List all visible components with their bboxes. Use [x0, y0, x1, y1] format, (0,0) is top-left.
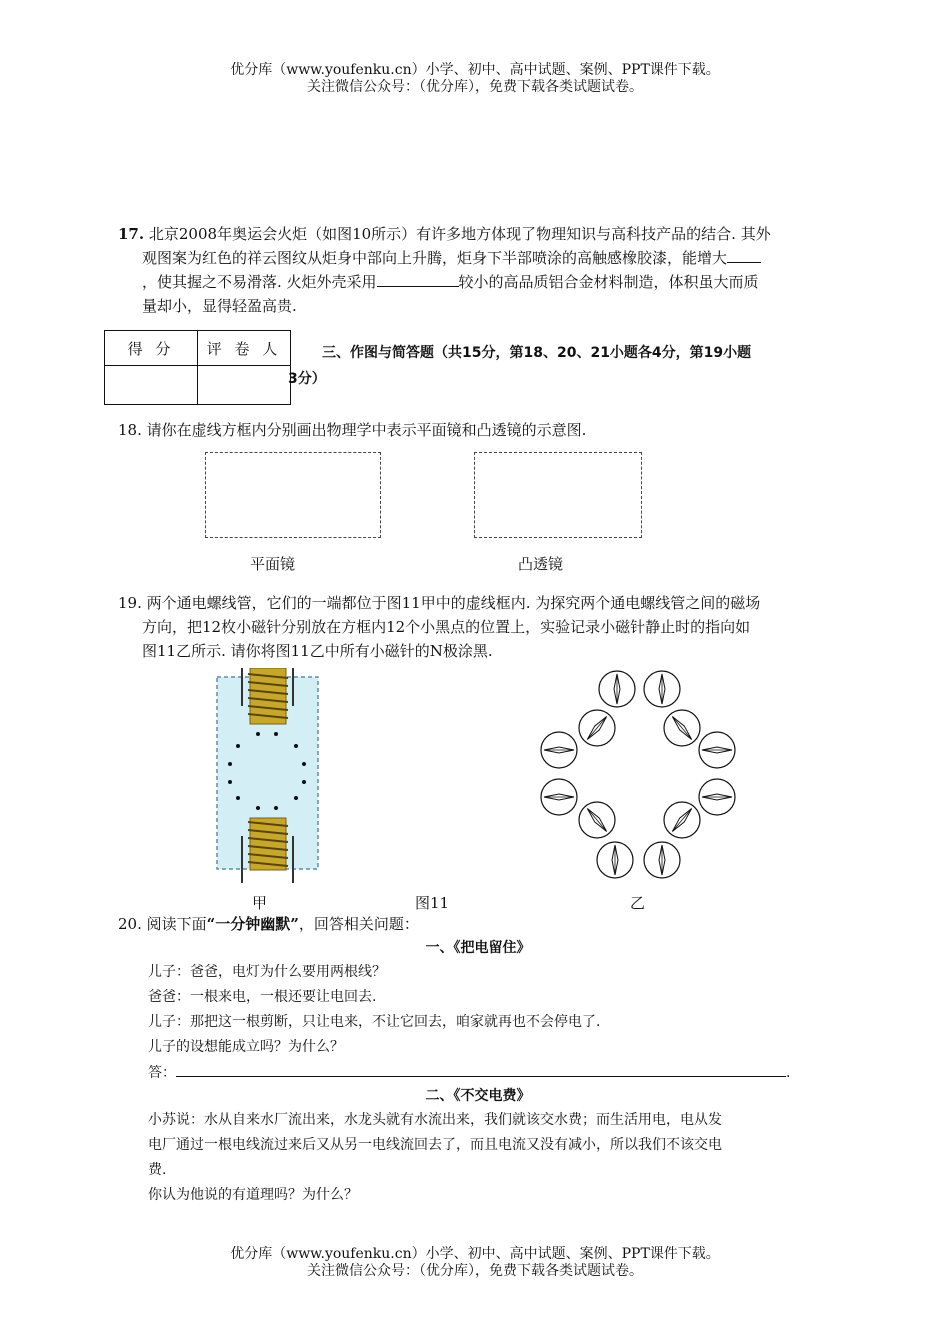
- q17-line-3b: 较小的高品质铝合金材料制造，体积虽大而质: [458, 273, 759, 291]
- part-2-line-3: 费.: [148, 1162, 167, 1178]
- score-table: [104, 330, 291, 405]
- answer-line[interactable]: [176, 1060, 786, 1077]
- compass-11[interactable]: [597, 842, 633, 878]
- part-2-line-1: 小苏说：水从自来水厂流出来，水龙头就有水流出来，我们就该交水费；而生活用电，电从发: [148, 1112, 722, 1128]
- section-3-title-line-2: 3分）: [288, 371, 326, 387]
- question-20-intro: [118, 912, 838, 936]
- answer-blank-1[interactable]: [727, 246, 761, 263]
- compass-6[interactable]: [699, 732, 735, 768]
- compass-8[interactable]: [699, 779, 735, 815]
- q20-intro-c: ，回答相关问题：: [298, 915, 419, 933]
- q18-text: 请你在虚线方框内分别画出物理学中表示平面镜和凸透镜的示意图.: [146, 421, 587, 439]
- plane-mirror-label: 平面镜: [250, 555, 296, 573]
- footer-line-1: 优分库（www.youfenku.cn）小学、初中、高中试题、案例、PPT课件下载。: [230, 1246, 720, 1262]
- q17-line-2: 观图案为红色的祥云图纹从炬身中部向上升腾，炬身下半部喷涂的高触感橡胶漆，能增大: [142, 249, 728, 267]
- question-19: [118, 591, 838, 663]
- question-18: [118, 418, 838, 442]
- part-2-text: [148, 1108, 838, 1208]
- compass-10[interactable]: [664, 802, 700, 838]
- figure-11-jia: [210, 668, 325, 883]
- compass-4[interactable]: [664, 710, 700, 746]
- part-2-question: 你认为他说的有道理吗？为什么？: [148, 1187, 358, 1203]
- score-header: 得 分: [105, 331, 198, 366]
- figure-label-yi: 乙: [630, 894, 646, 912]
- q19-line-3: 图11乙所示. 请你将图11乙中所有小磁针的N极涂黑.: [142, 642, 493, 660]
- compass-12[interactable]: [644, 842, 680, 878]
- grader-cell[interactable]: [198, 366, 291, 405]
- page-footer: [0, 1246, 950, 1280]
- q17-line-3a: ，使其握之不易滑落. 火炬外壳采用: [142, 273, 377, 291]
- score-cell[interactable]: [105, 366, 198, 405]
- header-line-1: 优分库（www.youfenku.cn）小学、初中、高中试题、案例、PPT课件下载。: [230, 62, 720, 78]
- question-number: 19.: [118, 594, 142, 612]
- q20-intro-title: “一分钟幽默”: [206, 915, 299, 933]
- convex-lens-label: 凸透镜: [518, 555, 564, 573]
- part-2-line-2: 电厂通过一根电线流过来后又从另一电线流回去了，而且电流又没有减小，所以我们不该交电: [148, 1137, 722, 1153]
- bottom-solenoid: [242, 818, 293, 883]
- part-1-question: 儿子的设想能成立吗？为什么？: [148, 1039, 344, 1055]
- figure-11-caption: 图11: [415, 894, 450, 912]
- compass-5[interactable]: [541, 732, 577, 768]
- figure-label-jia: 甲: [252, 894, 268, 912]
- header-line-2: 关注微信公众号：（优分库），免费下载各类试题试卷。: [307, 79, 643, 95]
- plane-mirror-drawing-box[interactable]: [205, 452, 381, 538]
- compass-3[interactable]: [579, 710, 615, 746]
- section-3-title-line-1: 三、作图与简答题（共15分，第18、20、21小题各4分，第19小题: [322, 345, 752, 361]
- compass-9[interactable]: [579, 802, 615, 838]
- compass-2[interactable]: [644, 671, 680, 707]
- compass-7[interactable]: [541, 779, 577, 815]
- footer-line-2: 关注微信公众号：（优分库），免费下载各类试题试卷。: [307, 1263, 643, 1279]
- question-number: 20.: [118, 915, 142, 933]
- page-header: [0, 62, 950, 96]
- grader-header: 评 卷 人: [198, 331, 291, 366]
- compass-1[interactable]: [599, 671, 635, 707]
- question-number: 17.: [118, 225, 145, 243]
- question-17: [118, 222, 838, 318]
- answer-label: 答：: [148, 1065, 176, 1081]
- dialogue-line-3: 儿子：那把这一根剪断，只让电来，不让它回去，咱家就再也不会停电了.: [148, 1014, 601, 1030]
- part-2-title: 二、《不交电费》: [425, 1088, 531, 1104]
- q20-intro-a: 阅读下面: [146, 915, 207, 933]
- convex-lens-drawing-box[interactable]: [474, 452, 642, 538]
- figure-11-yi: [535, 666, 740, 886]
- part-1-title: 一、《把电留住》: [425, 940, 531, 956]
- q19-line-2: 方向，把12枚小磁针分别放在方框内12个小黑点的位置上，实验记录小磁针静止时的指向如: [142, 618, 751, 636]
- q17-line-4: 量却小，显得轻盈高贵.: [142, 297, 297, 315]
- answer-blank-2[interactable]: [377, 270, 459, 287]
- q19-line-1: 两个通电螺线管，它们的一端都位于图11甲中的虚线框内. 为探究两个通电螺线管之间的磁场: [146, 594, 761, 612]
- part-1-dialogue: [148, 960, 838, 1086]
- dialogue-line-2: 爸爸：一根来电，一根还要让电回去.: [148, 989, 377, 1005]
- question-number: 18.: [118, 421, 142, 439]
- top-solenoid: [242, 668, 293, 724]
- answer-end: .: [786, 1065, 791, 1081]
- dialogue-line-1: 儿子：爸爸，电灯为什么要用两根线？: [148, 964, 386, 980]
- q17-line-1: 北京2008年奥运会火炬（如图10所示）有许多地方体现了物理知识与高科技产品的结合. 其外: [148, 225, 771, 243]
- section-3-title: [288, 340, 848, 392]
